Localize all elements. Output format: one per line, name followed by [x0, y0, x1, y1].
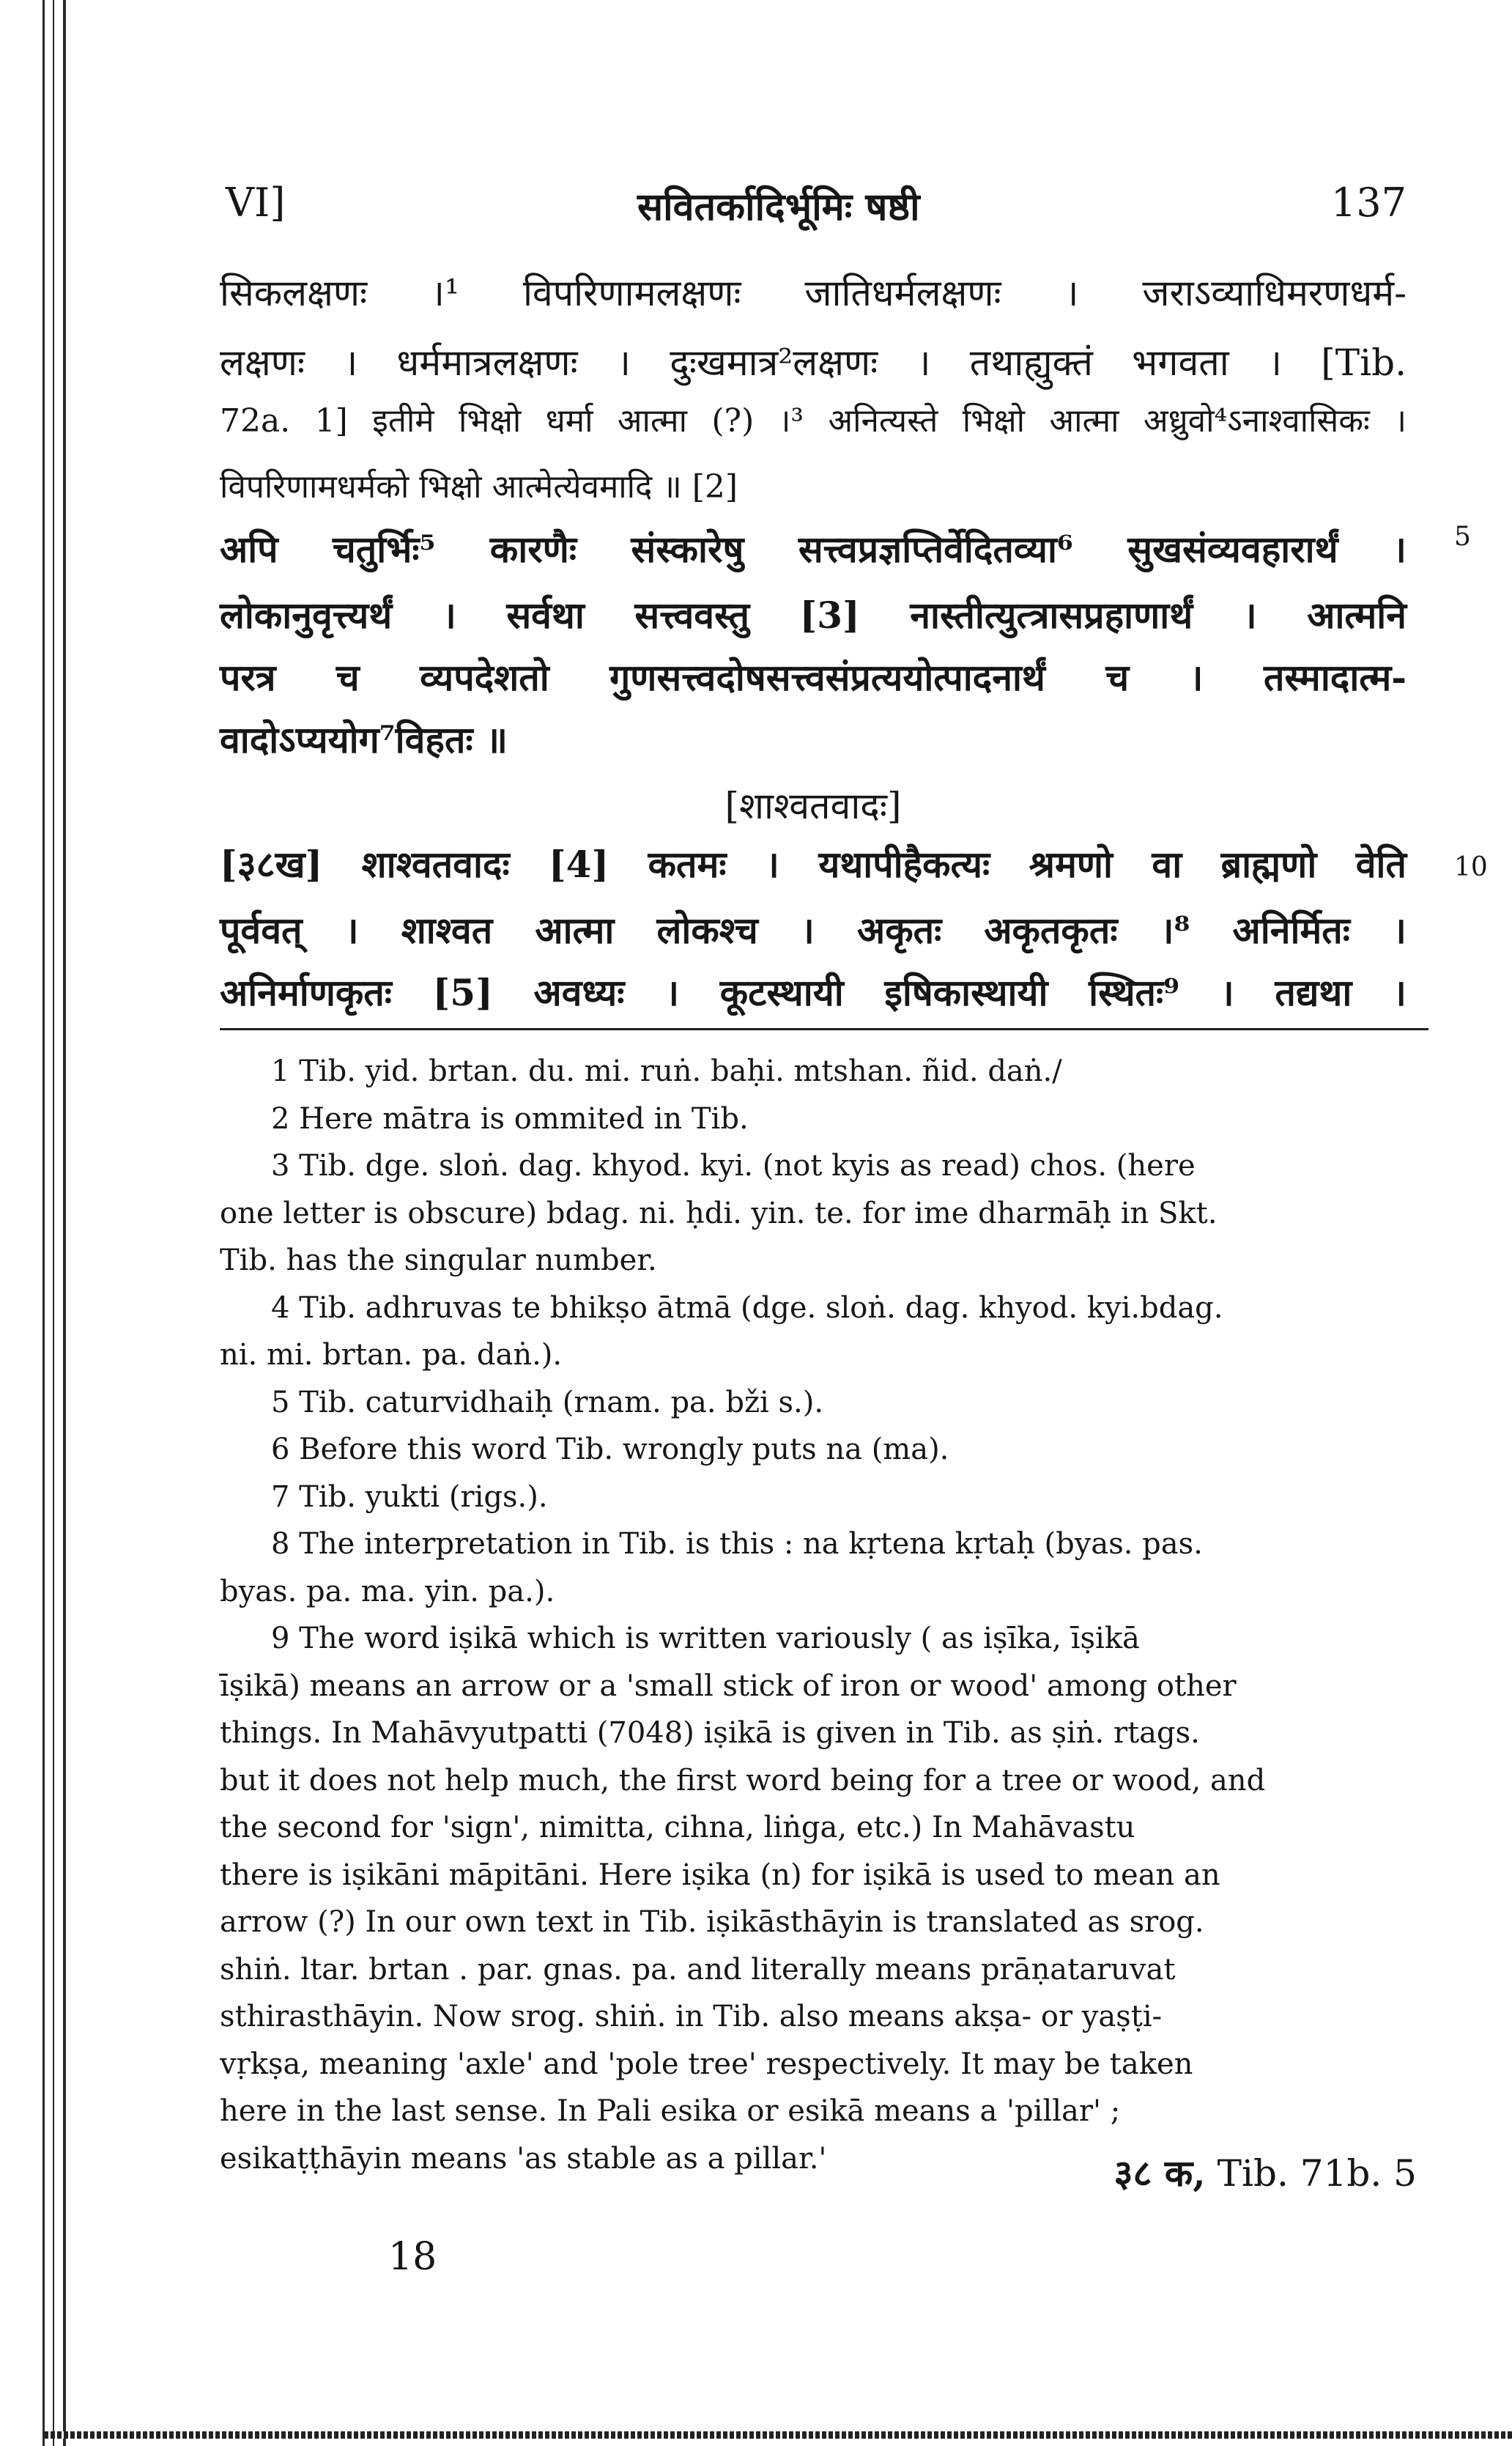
- text-line: परत्र च व्यपदेशतो गुणसत्त्वदोषसत्त्वसंप्रत्ययोत्पादनार्थं च । तस्मादात्म-: [220, 656, 1407, 699]
- footnote-9-line: here in the last sense. In Pali esika or esikā means a 'pillar' ;: [220, 2094, 1121, 2128]
- page-header: [220, 180, 1407, 231]
- text-line: लोकानुवृत्त्यर्थं । सर्वथा सत्त्ववस्तु [3] नास्तीत्युत्त्रासप्रहाणार्थं । आत्मनि: [220, 594, 1407, 637]
- footnote-9-line: shiṅ. ltar. brtan . par. gnas. pa. and literally means prāṇataruvat: [220, 1952, 1176, 1987]
- footnote-1: 1 Tib. yid. brtan. du. mi. ruṅ. baḥi. mtshan. ñid. daṅ./: [271, 1054, 1062, 1088]
- sheet-number: 18: [388, 2235, 437, 2279]
- footnote-9-line: the second for 'sign', nimitta, cihna, liṅga, etc.) In Mahāvastu: [220, 1811, 1135, 1844]
- text-line: वादोऽप्ययोग⁷विहतः ॥: [220, 718, 508, 761]
- footnote-9-line: there is iṣikāni māpitāni. Here iṣika (n) for iṣikā is used to mean an: [220, 1858, 1220, 1892]
- footnote-7: 7 Tib. yukti (rigs.).: [271, 1479, 548, 1514]
- footnote-9-line: things. In Mahāvyutpatti (7048) iṣikā is given in Tib. as ṣiṅ. rtags.: [220, 1716, 1200, 1750]
- footnote-rule: [220, 1028, 1428, 1030]
- binding-edge: [63, 0, 66, 2446]
- footnote-9-line: arrow (?) In our own text in Tib. iṣikāsthāyin is translated as srog.: [220, 1905, 1204, 1939]
- footnote-2: 2 Here mātra is ommited in Tib.: [271, 1101, 749, 1136]
- running-title: सवितर्कादिर्भूमिः षष्ठी: [637, 185, 920, 229]
- footnote-9-line: vṛkṣa, meaning 'axle' and 'pole tree' respectively. It may be taken: [220, 2047, 1193, 2081]
- footnote-9-line: 9 The word iṣikā which is written variously ( as iṣīka, īṣikā: [271, 1622, 1140, 1655]
- text-line: पूर्ववत् । शाश्वत आत्मा लोकश्च । अकृतः अकृतकृतः ।⁸ अनिर्मितः ।: [220, 909, 1407, 952]
- bottom-edge-rule: [44, 2431, 1512, 2439]
- footnote-4-line: 4 Tib. adhruvas te bhikṣo ātmā (dge. sloṅ. dag. khyod. kyi.bdag.: [271, 1290, 1223, 1325]
- footnotes: [220, 1048, 1392, 2182]
- line-number-10: 10: [1454, 852, 1488, 882]
- text-line: अपि चतुर्भिः⁵ कारणैः संस्कारेषु सत्त्वप्रज्ञप्तिर्वेदितव्या⁶ सुखसंव्यवहारार्थं ।: [220, 528, 1407, 571]
- footnote-6: 6 Before this word Tib. wrongly puts na (ma).: [271, 1433, 949, 1466]
- text-line: [३८ख] शाश्वतवादः [4] कतमः । यथापीहैकत्यः श्रमणो वा ब्राह्मणो वेति: [220, 843, 1407, 886]
- footnote-3-line: one letter is obscure) bdag. ni. ḥdi. yin. te. for ime dharmāḥ in Skt.: [220, 1196, 1218, 1230]
- footnote-3-line: 3 Tib. dge. sloṅ. dag. khyod. kyi. (not kyis as read) chos. (here: [271, 1149, 1196, 1183]
- footnote-9-line: esikaṭṭhāyin means 'as stable as a pillar.': [220, 2141, 827, 2176]
- binding-edge: [42, 0, 45, 2446]
- footnote-9-line: sthirasthāyin. Now srog. shiṅ. in Tib. also means akṣa- or yaṣṭi-: [220, 2000, 1163, 2033]
- chapter-marker: VI]: [226, 180, 286, 226]
- footnote-8-line: byas. pa. ma. yin. pa.).: [220, 1574, 555, 1608]
- folio-reference: ३८ क,: [1113, 2151, 1206, 2195]
- footnote-3-line: Tib. has the singular number.: [220, 1244, 657, 1277]
- footnote-5: 5 Tib. caturvidhaiḥ (rnam. pa. bži s.).: [271, 1385, 824, 1419]
- line-number-5: 5: [1454, 522, 1471, 552]
- text-line: विपरिणामधर्मको भिक्षो आत्मेत्येवमादि ॥ [2]: [220, 468, 738, 506]
- footnote-4-line: ni. mi. brtan. pa. daṅ.).: [220, 1338, 563, 1372]
- section-heading: [शाश्वतवादः]: [724, 785, 902, 827]
- footnote-9-line: īṣikā) means an arrow or a 'small stick of iron or wood' among other: [220, 1669, 1237, 1703]
- text-line: 72a. 1] इतीमे भिक्षो धर्मा आत्मा (?) ।³ अनित्यस्ते भिक्षो आत्मा अध्रुवो⁴ऽनाश्वासिकः ।: [220, 402, 1407, 440]
- page-number: 137: [1330, 180, 1407, 226]
- footnote-9-line: but it does not help much, the first word being for a tree or wood, and: [220, 1763, 1266, 1797]
- binding-edge: [53, 0, 54, 2446]
- footnote-8-line: 8 The interpretation in Tib. is this : na kṛtena kṛtaḥ (byas. pas.: [271, 1527, 1203, 1561]
- tibetan-reference: Tib. 71b. 5: [1217, 2152, 1417, 2195]
- text-line: सिकलक्षणः ।¹ विपरिणामलक्षणः जातिधर्मलक्षणः । जराऽव्याधिमरणधर्म-: [220, 272, 1407, 314]
- text-line: लक्षणः । धर्ममात्रलक्षणः । दुःखमात्र²लक्षणः । तथाह्युक्तं भगवता । [Tib.: [220, 341, 1407, 384]
- text-line: अनिर्माणकृतः [5] अवध्यः । कूटस्थायी इषिकास्थायी स्थितः⁹ । तद्यथा ।: [220, 971, 1407, 1014]
- manuscript-reference: [1114, 2147, 1418, 2197]
